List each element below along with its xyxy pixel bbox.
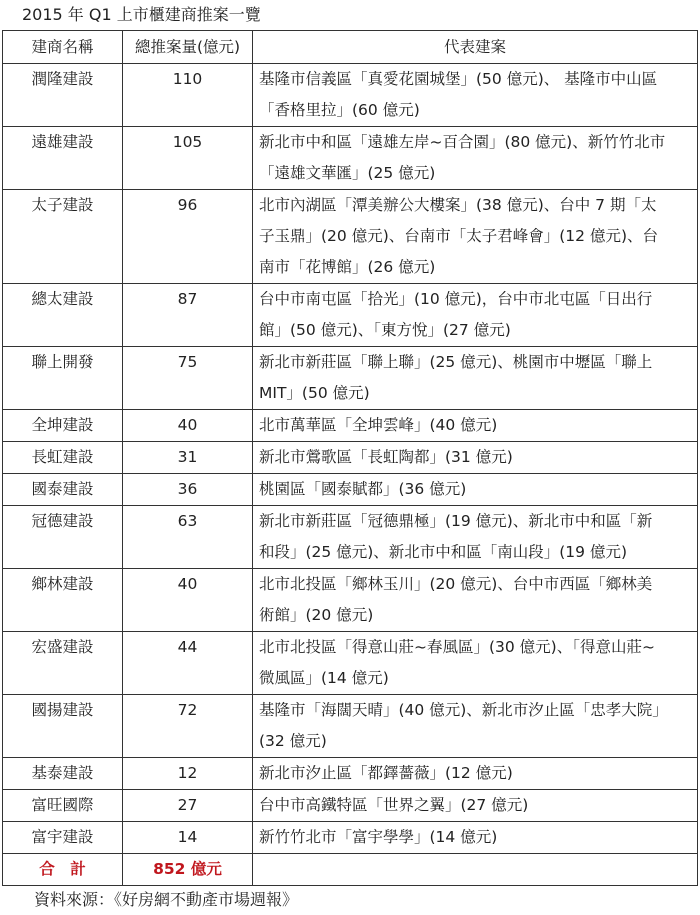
builder-name: 冠德建設 xyxy=(3,506,123,569)
total-empty-cell xyxy=(253,854,698,886)
project-line: 新竹竹北市「富宇學學」(14 億元) xyxy=(259,828,498,846)
total-amount-cell: 105 xyxy=(123,127,253,190)
project-line: 新北市中和區「遠雄左岸~百合園」(80 億元)、新竹竹北市 xyxy=(259,133,666,151)
project-line: 北市內湖區「潭美辦公大樓案」(38 億元)、台中 7 期「太 xyxy=(259,196,657,214)
project-line: 北市萬華區「全坤雲峰」(40 億元) xyxy=(259,416,498,434)
total-amount-cell: 87 xyxy=(123,284,253,347)
total-amount-cell: 72 xyxy=(123,695,253,758)
total-amount: 852 億元 xyxy=(123,854,253,886)
project-line: 子玉鼎」(20 億元)、台南市「太子君峰會」(12 億元)、台 xyxy=(259,227,658,245)
project-line: 北市北投區「得意山莊~春風區」(30 億元)、「得意山莊~ xyxy=(259,638,655,656)
project-line: 北市北投區「鄉林玉川」(20 億元)、台中市西區「鄉林美 xyxy=(259,575,653,593)
projects-cell xyxy=(253,790,698,822)
project-line: 新北市新莊區「冠德鼎極」(19 億元)、新北市中和區「新 xyxy=(259,512,653,530)
header-amount: 總推案量(億元) xyxy=(123,31,253,64)
total-amount-cell: 96 xyxy=(123,190,253,284)
table-row xyxy=(3,410,698,442)
table-row xyxy=(3,347,698,410)
builder-name: 總太建設 xyxy=(3,284,123,347)
project-line: 新北市鶯歌區「長虹陶都」(31 億元) xyxy=(259,448,513,466)
table-row xyxy=(3,506,698,569)
projects-cell xyxy=(253,442,698,474)
header-row xyxy=(3,31,698,64)
table-row xyxy=(3,790,698,822)
total-amount-cell: 110 xyxy=(123,64,253,127)
projects-cell xyxy=(253,410,698,442)
table-row xyxy=(3,64,698,127)
total-label: 合 計 xyxy=(3,854,123,886)
header-projects: 代表建案 xyxy=(253,31,698,64)
project-line: 「遠雄文華匯」(25 億元) xyxy=(259,164,436,182)
project-line: 桃園區「國泰賦都」(36 億元) xyxy=(259,480,467,498)
project-line: 南市「花博館」(26 億元) xyxy=(259,258,436,276)
total-amount-cell: 44 xyxy=(123,632,253,695)
projects-cell xyxy=(253,569,698,632)
builder-name: 潤隆建設 xyxy=(3,64,123,127)
table-row xyxy=(3,442,698,474)
builder-name: 聯上開發 xyxy=(3,347,123,410)
project-line: 台中市南屯區「拾光」(10 億元)，台中市北屯區「日出行 xyxy=(259,290,653,308)
table-row xyxy=(3,632,698,695)
total-row xyxy=(3,854,698,886)
table-row xyxy=(3,758,698,790)
builder-name: 基泰建設 xyxy=(3,758,123,790)
builder-name: 鄉林建設 xyxy=(3,569,123,632)
table-row xyxy=(3,569,698,632)
header-builder: 建商名稱 xyxy=(3,31,123,64)
total-amount-cell: 63 xyxy=(123,506,253,569)
project-line: (32 億元) xyxy=(259,732,327,750)
builder-name: 國揚建設 xyxy=(3,695,123,758)
table-row xyxy=(3,190,698,284)
project-line: 和段」(25 億元)、新北市中和區「南山段」(19 億元) xyxy=(259,543,627,561)
projects-cell xyxy=(253,758,698,790)
builder-name: 遠雄建設 xyxy=(3,127,123,190)
projects-cell xyxy=(253,632,698,695)
builder-name: 富宇建設 xyxy=(3,822,123,854)
projects-cell xyxy=(253,347,698,410)
project-line: 術館」(20 億元) xyxy=(259,606,374,624)
builders-table xyxy=(2,30,698,886)
table-row xyxy=(3,127,698,190)
project-line: 基隆市「海闊天晴」(40 億元)、新北市汐止區「忠孝大院」 xyxy=(259,701,668,719)
total-amount-cell: 14 xyxy=(123,822,253,854)
total-amount-cell: 27 xyxy=(123,790,253,822)
project-line: MIT」(50 億元) xyxy=(259,384,370,402)
projects-cell xyxy=(253,284,698,347)
project-line: 館」(50 億元)、「東方悅」(27 億元) xyxy=(259,321,511,339)
project-line: 新北市新莊區「聯上聯」(25 億元)、桃園市中壢區「聯上 xyxy=(259,353,653,371)
total-amount-cell: 40 xyxy=(123,569,253,632)
total-amount-cell: 36 xyxy=(123,474,253,506)
table-row xyxy=(3,822,698,854)
projects-cell xyxy=(253,506,698,569)
total-amount-cell: 31 xyxy=(123,442,253,474)
projects-cell xyxy=(253,822,698,854)
project-line: 微風區」(14 億元) xyxy=(259,669,389,687)
builder-name: 宏盛建設 xyxy=(3,632,123,695)
total-amount-cell: 12 xyxy=(123,758,253,790)
total-amount-cell: 75 xyxy=(123,347,253,410)
table-row xyxy=(3,695,698,758)
projects-cell xyxy=(253,64,698,127)
source-note: 資料來源：《好房網不動產市場週報》 xyxy=(34,890,299,909)
builder-name: 長虹建設 xyxy=(3,442,123,474)
project-line: 基隆市信義區「真愛花園城堡」(50 億元)、 基隆市中山區 xyxy=(259,70,658,88)
project-line: 「香格里拉」(60 億元) xyxy=(259,101,420,119)
project-line: 台中市高鐵特區「世界之翼」(27 億元) xyxy=(259,796,529,814)
total-amount-cell: 40 xyxy=(123,410,253,442)
projects-cell xyxy=(253,695,698,758)
builder-name: 太子建設 xyxy=(3,190,123,284)
projects-cell xyxy=(253,474,698,506)
table-row xyxy=(3,474,698,506)
projects-cell xyxy=(253,127,698,190)
project-line: 新北市汐止區「都鐸薔薇」(12 億元) xyxy=(259,764,513,782)
builder-name: 全坤建設 xyxy=(3,410,123,442)
table-title: 2015 年 Q1 上市櫃建商推案一覽 xyxy=(22,5,261,24)
table-row xyxy=(3,284,698,347)
builder-name: 富旺國際 xyxy=(3,790,123,822)
builder-name: 國泰建設 xyxy=(3,474,123,506)
projects-cell xyxy=(253,190,698,284)
